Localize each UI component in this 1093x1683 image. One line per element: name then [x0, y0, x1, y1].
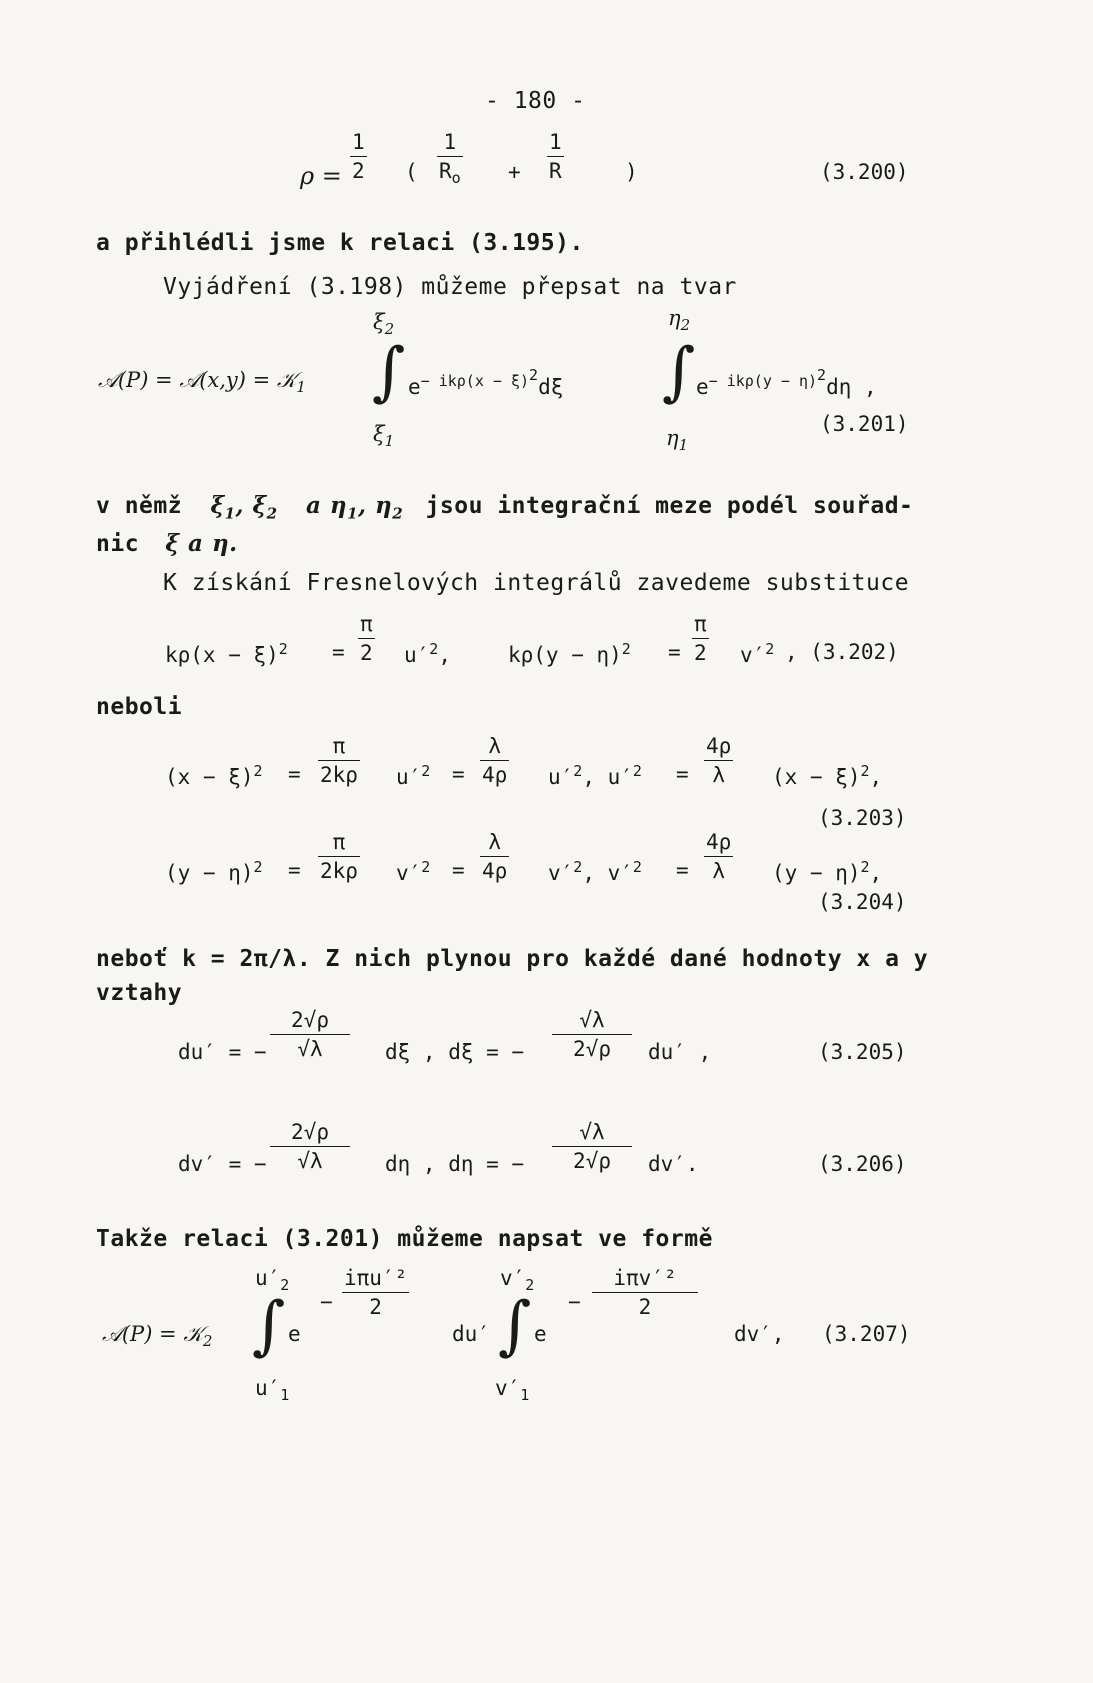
eq202-label: , (3.202) — [785, 640, 899, 664]
eq204-lhs — [165, 858, 263, 885]
eq204-eq-1: = — [288, 858, 301, 882]
eq202-a-num: π — [360, 612, 373, 636]
eq203-f2-den: 4ρ — [482, 763, 508, 787]
eq206-label: (3.206) — [818, 1152, 907, 1176]
eq207-exp2-den: 2 — [638, 1295, 652, 1319]
eq201-exp1 — [420, 366, 539, 390]
eq207-lower-limit-v — [495, 1376, 529, 1404]
eq203-t2-sup: 2 — [573, 762, 583, 780]
eq203-f1-num: π — [332, 734, 346, 758]
eq204-t1: v′ — [396, 861, 422, 885]
eq200-plus: + — [508, 160, 521, 184]
eq207-lhs — [102, 1322, 212, 1350]
eq202-b-num: π — [694, 612, 707, 636]
eq201-integral-sign-2: ∫ — [662, 335, 696, 409]
eq206-f2-num: √λ — [579, 1120, 605, 1144]
eq204-t3-sup: 2 — [860, 858, 870, 876]
eq203-mid: , u′ — [582, 765, 633, 789]
eq202-a-frac — [356, 612, 377, 665]
eq201-e1: e — [408, 375, 421, 399]
eq201-exp1-sup: 2 — [529, 366, 539, 384]
eq204-frac-1 — [316, 830, 362, 883]
eq204-term-1 — [396, 858, 430, 885]
eq203-frac-3 — [702, 734, 735, 787]
page-number: - 180 - — [485, 88, 586, 114]
line3-xi1-sub: 1 — [224, 504, 236, 523]
eq200-frac-2-den-sub: o — [451, 169, 461, 188]
eq204-eq-3: = — [676, 858, 689, 882]
eq204-t2-sup: 2 — [573, 858, 583, 876]
eq207-exp1-num: iπu′² — [344, 1266, 408, 1290]
eq203-eq-1: = — [288, 762, 301, 786]
eq202-b-den: 2 — [694, 641, 707, 665]
line3-xi2 — [235, 492, 278, 523]
eq202-a-rhs — [404, 640, 451, 667]
eq204-term-2 — [548, 858, 642, 885]
eq206-end: dv′. — [648, 1152, 699, 1176]
line3-xi1-base: ξ — [210, 492, 225, 519]
text-line-3 — [96, 492, 913, 523]
text-line-5: K získání Fresnelových integrálů zavedeme substituce — [163, 570, 910, 596]
eq204-frac-2 — [478, 830, 511, 883]
eq200-frac-3 — [545, 130, 566, 183]
eq201-lower-limit-eta — [666, 426, 688, 454]
eq202-b-lhs-sup: 2 — [621, 640, 631, 658]
eq202-b-eq: = — [668, 640, 681, 664]
eq207-u1: u′ — [255, 1376, 281, 1400]
eq202-b-rhs-sup: 2 — [765, 640, 775, 658]
line3-xi1 — [210, 492, 236, 523]
eq203-t1-sup: 2 — [421, 762, 431, 780]
eq201-lhs — [98, 368, 306, 396]
eq200-open-paren: ( — [405, 160, 418, 184]
eq203-term-3 — [772, 762, 882, 789]
eq201-upper-limit-eta — [668, 306, 690, 334]
eq204-end: , — [869, 861, 883, 885]
eq207-label: (3.207) — [822, 1322, 911, 1346]
eq202-a-lhs-text: kρ(x − ξ) — [165, 643, 279, 667]
eq203-f3-num: 4ρ — [706, 734, 732, 758]
eq204-term-3 — [772, 858, 882, 885]
eq207-exp2-num: iπv′² — [613, 1266, 677, 1290]
eq205-mid: dξ , dξ = − — [385, 1040, 525, 1064]
eq205-end: du′ , — [648, 1040, 712, 1064]
eq204-eq-2: = — [452, 858, 465, 882]
eq201-exp2 — [708, 366, 827, 390]
eq203-lhs — [165, 762, 263, 789]
eq200-frac-1-den: 2 — [352, 159, 365, 183]
eq207-lhs-sub: 2 — [202, 1332, 213, 1351]
eq201-exp2-text: − ikρ(y − η) — [708, 372, 818, 390]
eq205-f2-num: √λ — [579, 1008, 605, 1032]
eq201-integrand-1 — [408, 366, 563, 399]
line3-xi2-base: , ξ — [235, 492, 267, 519]
eq202-a-eq: = — [332, 640, 345, 664]
line3-rest: jsou integrační meze podél souřad- — [425, 493, 914, 519]
eq207-v2: v′ — [500, 1266, 526, 1290]
eq207-e-1: e — [288, 1322, 301, 1346]
eq201-eta2-sub: 2 — [680, 316, 691, 335]
text-line-9: Takže relaci (3.201) můžeme napsat ve formě — [96, 1226, 713, 1252]
line3-xi2-sub: 2 — [266, 504, 278, 523]
eq203-f1-den: 2kρ — [320, 763, 358, 787]
line3-eta1-base: a η — [305, 492, 348, 519]
eq204-lhs-sup: 2 — [253, 858, 263, 876]
eq203-lhs-text: (x − ξ) — [165, 765, 254, 789]
line3-eta2-base: , η — [358, 492, 393, 519]
eq201-eta1-sub: 1 — [678, 436, 689, 455]
line3-eta1-sub: 1 — [347, 504, 359, 523]
text-line-1: a přihlédli jsme k relaci (3.195). — [96, 230, 584, 256]
eq200-frac-1-num: 1 — [352, 130, 365, 154]
text-line-4 — [96, 530, 238, 557]
eq207-exp1-frac — [340, 1266, 411, 1319]
eq202-a-lhs-sup: 2 — [278, 640, 288, 658]
eq205-frac-1 — [268, 1008, 352, 1061]
eq204-t3: (y − η) — [772, 861, 861, 885]
eq203-term-1 — [396, 762, 430, 789]
eq206-f1-num: 2√ρ — [291, 1120, 329, 1144]
eq202-a-den: 2 — [360, 641, 373, 665]
eq201-xi2: ξ — [373, 310, 385, 334]
eq204-f3-num: 4ρ — [706, 830, 732, 854]
eq201-eta2: η — [668, 306, 681, 330]
eq204-mid-sup: 2 — [632, 858, 642, 876]
eq206-lhs: dv′ = − — [178, 1152, 267, 1176]
eq201-integral-sign-1: ∫ — [372, 335, 406, 409]
eq207-u2-sub: 2 — [280, 1276, 290, 1295]
eq202-b-frac — [690, 612, 711, 665]
eq204-mid: , v′ — [582, 861, 633, 885]
eq207-integral-sign-1: ∫ — [252, 1289, 286, 1363]
eq204-f2-den: 4ρ — [482, 859, 508, 883]
eq201-xi1-sub: 1 — [384, 432, 395, 451]
eq203-eq-2: = — [452, 762, 465, 786]
text-line-8: vztahy — [96, 980, 183, 1006]
eq202-b-lhs-text: kρ(y − η) — [508, 643, 622, 667]
eq201-d2: dη , — [826, 375, 877, 399]
eq207-exp2-minus: − — [568, 1290, 581, 1314]
eq201-eta1: η — [666, 426, 679, 450]
eq204-lhs-text: (y − η) — [165, 861, 254, 885]
eq206-mid: dη , dη = − — [385, 1152, 525, 1176]
eq201-exp1-text: − ikρ(x − ξ) — [420, 372, 530, 390]
eq207-v1-sub: 1 — [520, 1386, 530, 1405]
eq207-u1-sub: 1 — [280, 1386, 290, 1405]
eq207-v2-sub: 2 — [525, 1276, 535, 1295]
eq204-f3-den: λ — [712, 859, 725, 883]
eq203-t1: u′ — [396, 765, 422, 789]
eq203-f2-num: λ — [488, 734, 501, 758]
eq202-b-rhs-text: v′ — [740, 643, 766, 667]
eq201-exp2-sup: 2 — [817, 366, 827, 384]
eq202-a-rhs-text: u′ — [404, 643, 430, 667]
text-line-6: neboli — [96, 694, 183, 720]
eq201-e2: e — [696, 375, 709, 399]
line3-eta2-sub: 2 — [392, 504, 404, 523]
line3-eta1 — [305, 492, 359, 523]
eq207-lower-limit-u — [255, 1376, 289, 1404]
eq206-frac-2 — [550, 1120, 634, 1173]
eq207-lhs-text: 𝒜(P) = 𝒦 — [102, 1322, 203, 1346]
eq204-f1-num: π — [332, 830, 346, 854]
line4-xi-eta: ξ a η. — [165, 530, 238, 557]
eq202-b-rhs — [740, 640, 774, 667]
eq201-upper-limit-xi — [373, 310, 394, 338]
eq203-t3: (x − ξ) — [772, 765, 861, 789]
eq205-label: (3.205) — [818, 1040, 907, 1064]
eq206-f2-den: 2√ρ — [573, 1149, 611, 1173]
eq205-lhs: du′ = − — [178, 1040, 267, 1064]
line3-v-nemz: v němž — [96, 493, 183, 519]
eq200-label: (3.200) — [820, 160, 909, 184]
eq205-frac-2 — [550, 1008, 634, 1061]
eq200-frac-2 — [435, 130, 465, 187]
eq201-d1: dξ — [538, 375, 564, 399]
eq200-frac-2-den — [435, 157, 465, 187]
line3-eta2 — [358, 492, 404, 523]
eq200-lhs: ρ = — [300, 162, 342, 190]
eq207-integral-sign-2: ∫ — [498, 1289, 532, 1363]
eq204-t2: v′ — [548, 861, 574, 885]
eq200-frac-2-num: 1 — [443, 130, 457, 154]
eq204-f2-num: λ — [488, 830, 501, 854]
eq204-t1-sup: 2 — [421, 858, 431, 876]
eq207-exp1-minus: − — [320, 1290, 333, 1314]
eq203-term-2 — [548, 762, 642, 789]
eq204-f1-den: 2kρ — [320, 859, 358, 883]
eq203-eq-3: = — [676, 762, 689, 786]
eq203-t3-sup: 2 — [860, 762, 870, 780]
eq205-f1-num: 2√ρ — [291, 1008, 329, 1032]
eq207-dv: dv′, — [734, 1322, 785, 1346]
eq203-end: , — [869, 765, 883, 789]
eq203-frac-1 — [316, 734, 362, 787]
eq200-frac-3-num: 1 — [549, 130, 562, 154]
eq201-lhs-text: 𝒜(P) = 𝒜(x,y) = 𝒦 — [98, 368, 297, 392]
text-line-2: Vyjádření (3.198) můžeme přepsat na tvar — [163, 274, 737, 300]
eq202-a-lhs — [165, 640, 288, 667]
eq201-xi2-sub: 2 — [384, 320, 395, 339]
eq200-frac-3-den: R — [549, 159, 562, 183]
eq206-frac-1 — [268, 1120, 352, 1173]
eq202-a-rhs-sup: 2 — [429, 640, 439, 658]
eq202-b-lhs — [508, 640, 631, 667]
text-line-7: neboť k = 2π/λ. Z nich plynou pro každé dané hodnoty x a y — [96, 946, 929, 972]
eq207-exp2-frac — [590, 1266, 700, 1319]
eq200-frac-2-den-base: R — [439, 159, 452, 183]
eq203-frac-2 — [478, 734, 511, 787]
line4-nic: nic — [96, 531, 140, 557]
eq201-lhs-sub: 1 — [296, 378, 306, 397]
eq201-label: (3.201) — [820, 412, 909, 436]
eq203-t2: u′ — [548, 765, 574, 789]
eq207-du: du′ — [452, 1322, 490, 1346]
eq205-f2-den: 2√ρ — [573, 1037, 611, 1061]
eq203-lhs-sup: 2 — [253, 762, 263, 780]
eq205-f1-den: √λ — [297, 1037, 323, 1061]
eq200-frac-1 — [348, 130, 369, 183]
eq203-label: (3.203) — [818, 806, 907, 830]
eq203-f3-den: λ — [712, 763, 725, 787]
eq201-integrand-2 — [696, 366, 877, 399]
eq201-xi1: ξ — [373, 422, 385, 446]
eq207-u2: u′ — [255, 1266, 281, 1290]
eq204-frac-3 — [702, 830, 735, 883]
eq206-f1-den: √λ — [297, 1149, 323, 1173]
eq202-a-comma: , — [438, 643, 451, 667]
eq203-mid-sup: 2 — [632, 762, 642, 780]
eq207-v1: v′ — [495, 1376, 521, 1400]
eq207-exp1-den: 2 — [369, 1295, 382, 1319]
eq200-close-paren: ) — [625, 160, 638, 184]
eq207-e-2: e — [534, 1322, 547, 1346]
eq204-label: (3.204) — [818, 890, 907, 914]
eq201-lower-limit-xi — [373, 422, 394, 450]
